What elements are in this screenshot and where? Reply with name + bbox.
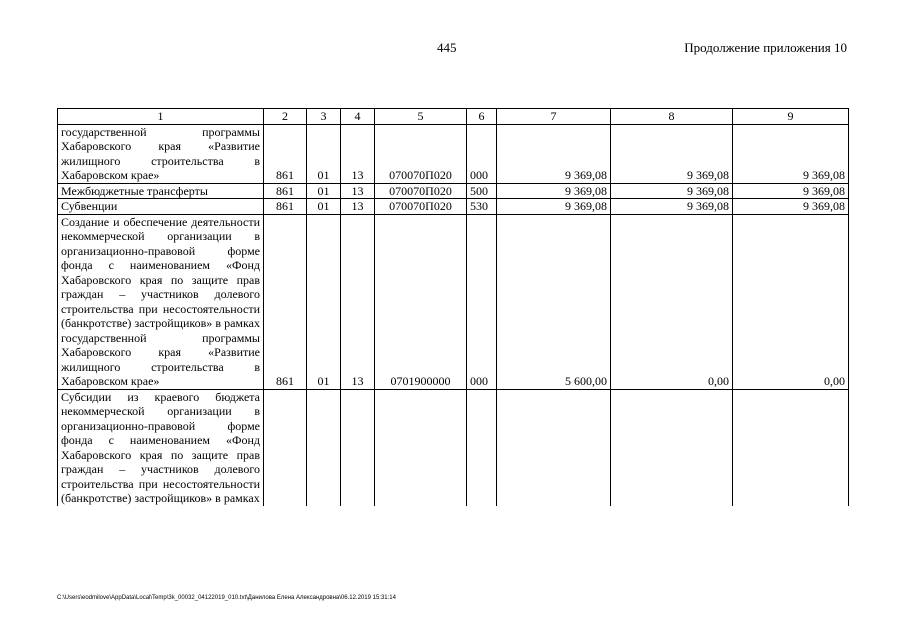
table-row — [58, 124, 849, 183]
row-value-1: 9 369,08 — [497, 199, 611, 215]
row-value-2: 9 369,08 — [611, 199, 733, 215]
row-subsection: 13 — [341, 124, 375, 183]
row-target — [375, 389, 467, 506]
row-target: 070070П020 — [375, 183, 467, 199]
row-code: 861 — [264, 199, 307, 215]
row-type: 000 — [467, 214, 497, 389]
column-header-9: 9 — [733, 109, 849, 125]
row-type: 000 — [467, 124, 497, 183]
row-value-3: 9 369,08 — [733, 124, 849, 183]
column-header-1: 1 — [58, 109, 264, 125]
row-subsection: 13 — [341, 199, 375, 215]
row-description: Межбюджетные трансферты — [58, 183, 264, 199]
row-value-3 — [733, 389, 849, 506]
row-value-1: 9 369,08 — [497, 183, 611, 199]
row-value-3: 0,00 — [733, 214, 849, 389]
row-type — [467, 389, 497, 506]
page-number: 445 — [437, 40, 457, 55]
row-type: 500 — [467, 183, 497, 199]
row-target: 070070П020 — [375, 124, 467, 183]
column-header-6: 6 — [467, 109, 497, 125]
row-description: государственной программы Хабаровского края «Развитие жилищного строительства в Хабаровском крае» — [58, 124, 264, 183]
row-value-3: 9 369,08 — [733, 199, 849, 215]
column-header-3: 3 — [307, 109, 341, 125]
footer-file-path: C:\Users\eodmilove\AppData\Local\Temp\3k_00032_04122019_010.txt\Данилова Елена Александровна\06.12.2019 15:31:14 — [57, 595, 396, 601]
row-code: 861 — [264, 214, 307, 389]
row-code: 861 — [264, 183, 307, 199]
row-subsection — [341, 389, 375, 506]
row-value-2: 9 369,08 — [611, 124, 733, 183]
row-description: Субсидии из краевого бюджета некоммерческой организации в организационно-правовой форме фонда с наименованием «Фонд Хабаровского края по защите прав граждан – участников долевого строительства при несостоятельности (банкротстве) застройщиков» в рамках — [58, 389, 264, 506]
row-description: Создание и обеспечение деятельности некоммерческой организации в организационно-правовой форме фонда с наименованием «Фонд Хабаровского края по защите прав граждан – участников долевого строительства при несостоятельности (банкротстве) застройщиков» в рамках государственной программы Хабаровского края «Развитие жилищного строительства в Хабаровском крае» — [58, 214, 264, 389]
column-header-8: 8 — [611, 109, 733, 125]
row-value-1 — [497, 389, 611, 506]
column-header-2: 2 — [264, 109, 307, 125]
row-subsection: 13 — [341, 214, 375, 389]
row-section: 01 — [307, 214, 341, 389]
table-row — [58, 199, 849, 215]
row-value-1: 5 600,00 — [497, 214, 611, 389]
appendix-note: Продолжение приложения 10 — [684, 40, 847, 55]
row-value-1: 9 369,08 — [497, 124, 611, 183]
row-value-2: 9 369,08 — [611, 183, 733, 199]
row-section: 01 — [307, 183, 341, 199]
column-header-7: 7 — [497, 109, 611, 125]
table-row — [58, 389, 849, 506]
row-value-3: 9 369,08 — [733, 183, 849, 199]
column-header-row — [58, 109, 849, 125]
row-subsection: 13 — [341, 183, 375, 199]
row-description: Субвенции — [58, 199, 264, 215]
table-row — [58, 214, 849, 389]
row-value-2 — [611, 389, 733, 506]
row-value-2: 0,00 — [611, 214, 733, 389]
budget-table — [57, 108, 849, 506]
column-header-4: 4 — [341, 109, 375, 125]
row-code: 861 — [264, 124, 307, 183]
row-section: 01 — [307, 124, 341, 183]
table-row — [58, 183, 849, 199]
row-target: 0701900000 — [375, 214, 467, 389]
row-section: 01 — [307, 199, 341, 215]
row-code — [264, 389, 307, 506]
row-section — [307, 389, 341, 506]
row-target: 070070П020 — [375, 199, 467, 215]
column-header-5: 5 — [375, 109, 467, 125]
row-type: 530 — [467, 199, 497, 215]
